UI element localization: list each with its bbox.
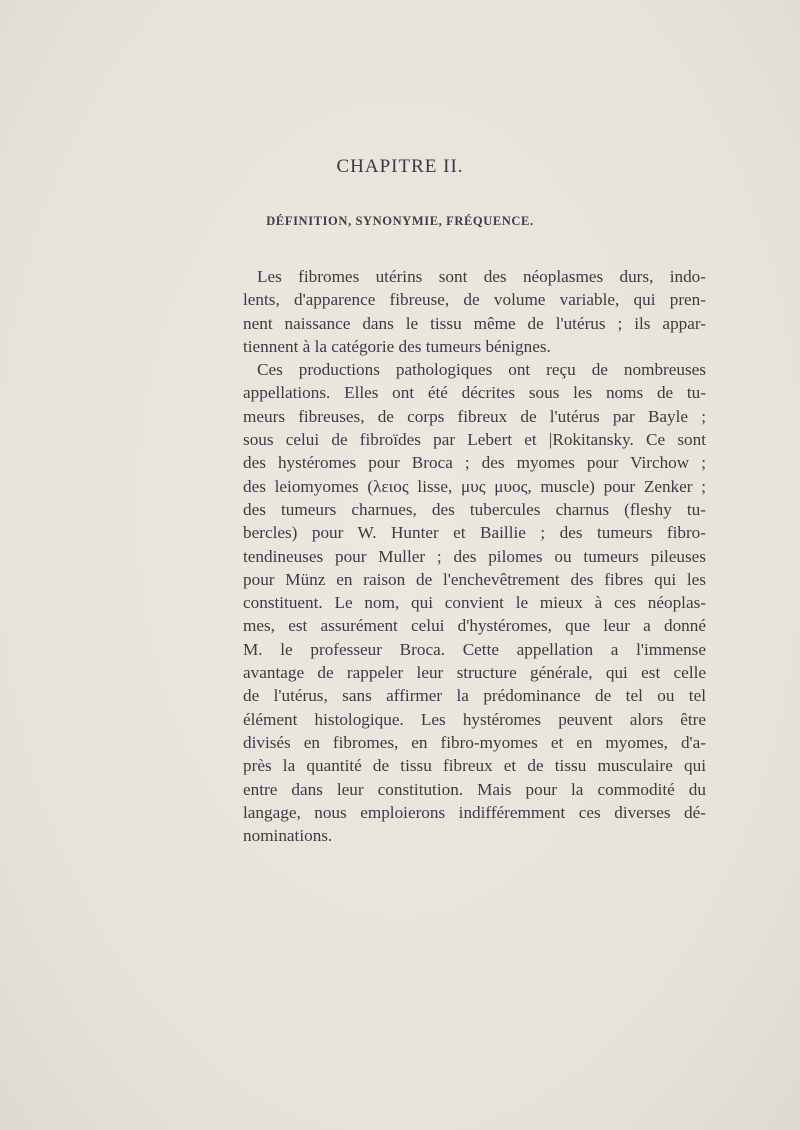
- show-through-texture: [225, 61, 746, 107]
- text-line: mes, est assurément celui d'hystéromes, que leur a donné: [243, 616, 706, 636]
- text-line: tendineuses pour Muller ; des pilomes ou tumeurs pileuses: [243, 546, 706, 566]
- text-line: près la quantité de tissu fibreux et de tissu musculaire qui: [243, 756, 706, 776]
- text-line: avantage de rappeler leur structure générale, qui est celle: [243, 663, 706, 683]
- text-line: des hystéromes pour Broca ; des myomes pour Virchow ;: [243, 453, 706, 473]
- text-line: entre dans leur constitution. Mais pour la commodité du: [243, 779, 706, 799]
- section-heading: DÉFINITION, SYNONYMIE, FRÉQUENCE.: [266, 214, 534, 228]
- text-line: de l'utérus, sans affirmer la prédominance de tel ou tel: [243, 686, 706, 706]
- text-line: Les fibromes utérins sont des néoplasmes durs, indo-: [257, 267, 706, 286]
- text-line: langage, nous emploierons indifféremment ces diverses dé-: [243, 802, 706, 822]
- text-line: M. le professeur Broca. Cette appellation a l'immense: [243, 639, 706, 659]
- text-line: bercles) pour W. Hunter et Baillie ; des tumeurs fibro-: [243, 523, 706, 543]
- text-line: élément histologique. Les hystéromes peuvent alors être: [243, 709, 706, 729]
- text-line: lents, d'apparence fibreuse, de volume variable, qui pren-: [243, 290, 706, 310]
- text-line: des leiomyomes (λειος lisse, μυς μυος, muscle) pour Zenker ;: [243, 476, 706, 496]
- text-line: pour Münz en raison de l'enchevêtrement des fibres qui les: [243, 569, 706, 589]
- text-line: tiennent à la catégorie des tumeurs bénignes.: [243, 336, 551, 356]
- text-line: divisés en fibromes, en fibro-myomes et en myomes, d'a-: [243, 732, 706, 752]
- text-line: sous celui de fibroïdes par Lebert et |Rokitansky. Ce sont: [243, 430, 706, 450]
- text-line: nent naissance dans le tissu même de l'utérus ; ils appar-: [243, 313, 706, 333]
- body-text: [243, 265, 706, 847]
- text-line: des tumeurs charnues, des tubercules charnus (fleshy tu-: [243, 499, 706, 519]
- text-line: Ces productions pathologiques ont reçu de nombreuses: [257, 360, 706, 380]
- text-line: meurs fibreuses, de corps fibreux de l'utérus par Bayle ;: [243, 406, 706, 426]
- text-line: appellations. Elles ont été décrites sous les noms de tu-: [243, 383, 706, 403]
- text-line: constituent. Le nom, qui convient le mieux à ces néoplas-: [243, 593, 706, 613]
- chapter-title: CHAPITRE II.: [336, 156, 464, 177]
- text-line: nominations.: [243, 826, 333, 846]
